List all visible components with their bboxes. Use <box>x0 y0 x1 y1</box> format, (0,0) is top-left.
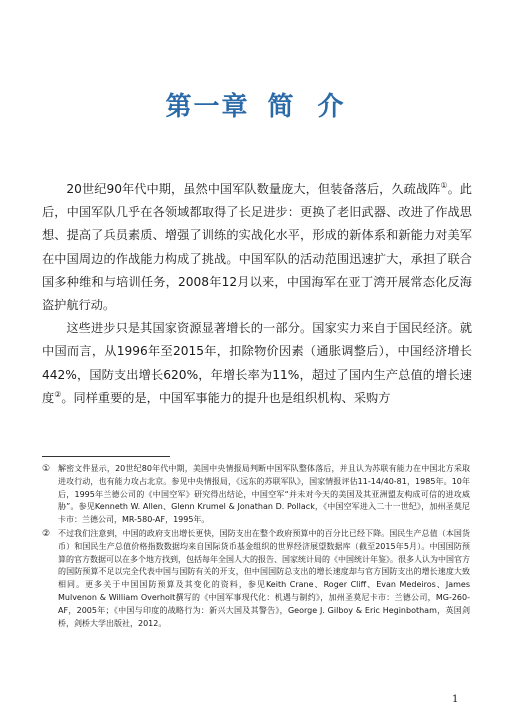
footnote-1-text: 解密文件显示，20世纪80年代中期，美国中央情报局判断中国军队整体落后，并且认为苏联有能力在中国北方采取进攻行动，也有能力攻占北京。参见中央情报局，《远东的苏联军队》，国家情报评估11-14/40-81，1985年。10年后，1995年兰德公司的《中国空军》研究得出结论，中国空军“并未对今天的美国及其亚洲盟友构成可信的进攻威胁”。参见Kenneth W. Allen、Glenn Krumel & Jonathan D. Pollack，《中国空军进入二十一世纪》，加州圣莫尼卡市：兰德公司，MR-580-AF，1995年。 <box>58 464 470 525</box>
footnotes <box>42 463 470 631</box>
footnote-2 <box>42 528 470 630</box>
footnote-2-mark: ② <box>42 528 51 539</box>
paragraph-2-text: 这些进步只是其国家资源显著增长的一部分。国家实力来自于国民经济。就中国而言，从1996年至2015年，扣除物价因素（通胀调整后），中国经济增长442%，国防支出增长620%，年增长率为11%，超过了国内生产总值的增长速度 <box>42 321 472 405</box>
paragraph-2 <box>42 317 472 410</box>
page-number: 1 <box>452 694 459 705</box>
chapter-number: 第一章 <box>165 92 250 122</box>
paragraph-1-text: 20世纪90年代中期，虽然中国军队数量庞大，但装备落后，久疏战阵 <box>66 182 441 196</box>
footnote-1 <box>42 463 470 527</box>
footnote-2-text: 不过我们注意到，中国的政府支出增长更快，国防支出在整个政府预算中的百分比已经下降。国民生产总值（本国货币）和国民生产总值价格指数数据均来自国际货币基金组织的世界经济展望数据库（截至2015年5月）。中国国防预算的官方数据可以在多个地方找到，包括每年全国人大的报告、国家统计局的《中国统计年鉴》。很多人认为中国官方的国防预算不足以完全代表中国与国防有关的开支，但中国国防总支出的增长速度却与官方国防支出的增长速度大致相同。更多关于中国国防预算及其变化的资料，参见Keith Crane、Roger Cliff、Evan Medeiros、James Mulvenon & William Overholt撰写的《中国军事现代化：机遇与制约》，加州圣莫尼卡市：兰德公司，MG-260-AF，2005年；《中国与印度的战略行为：新兴大国及其警告》，George J. Gilboy & Eric Heginbotham，英国剑桥，剑桥大学出版社，2012。 <box>58 528 470 628</box>
footnote-ref-2[interactable]: ② <box>54 389 62 399</box>
paragraph-2-continuation: 。同样重要的是，中国军事能力的提升也是组织机构、采购方 <box>61 390 391 405</box>
paragraph-1 <box>42 178 472 317</box>
footnote-divider <box>42 456 170 457</box>
chapter-title <box>0 86 511 123</box>
footnote-1-mark: ① <box>42 464 51 474</box>
paragraph-1-continuation: 。此后，中国军队几乎在各领域都取得了长足进步：更换了老旧武器、改进了作战思想、提高了兵员素质、增强了训练的实战化水平，形成的新体系和新能力对美军在中国周边的作战能力构成了挑战。中国军队的活动范围迅速扩大，承担了联合国多种维和与培训任务，2008年12月以来，中国海军在亚丁湾开展常态化反海盗护航行动。 <box>42 182 472 313</box>
chapter-title-char-2: 介 <box>317 92 346 122</box>
body-text <box>42 178 472 410</box>
footnote-ref-1[interactable]: ① <box>440 180 448 190</box>
chapter-title-char-1: 简 <box>267 92 296 122</box>
